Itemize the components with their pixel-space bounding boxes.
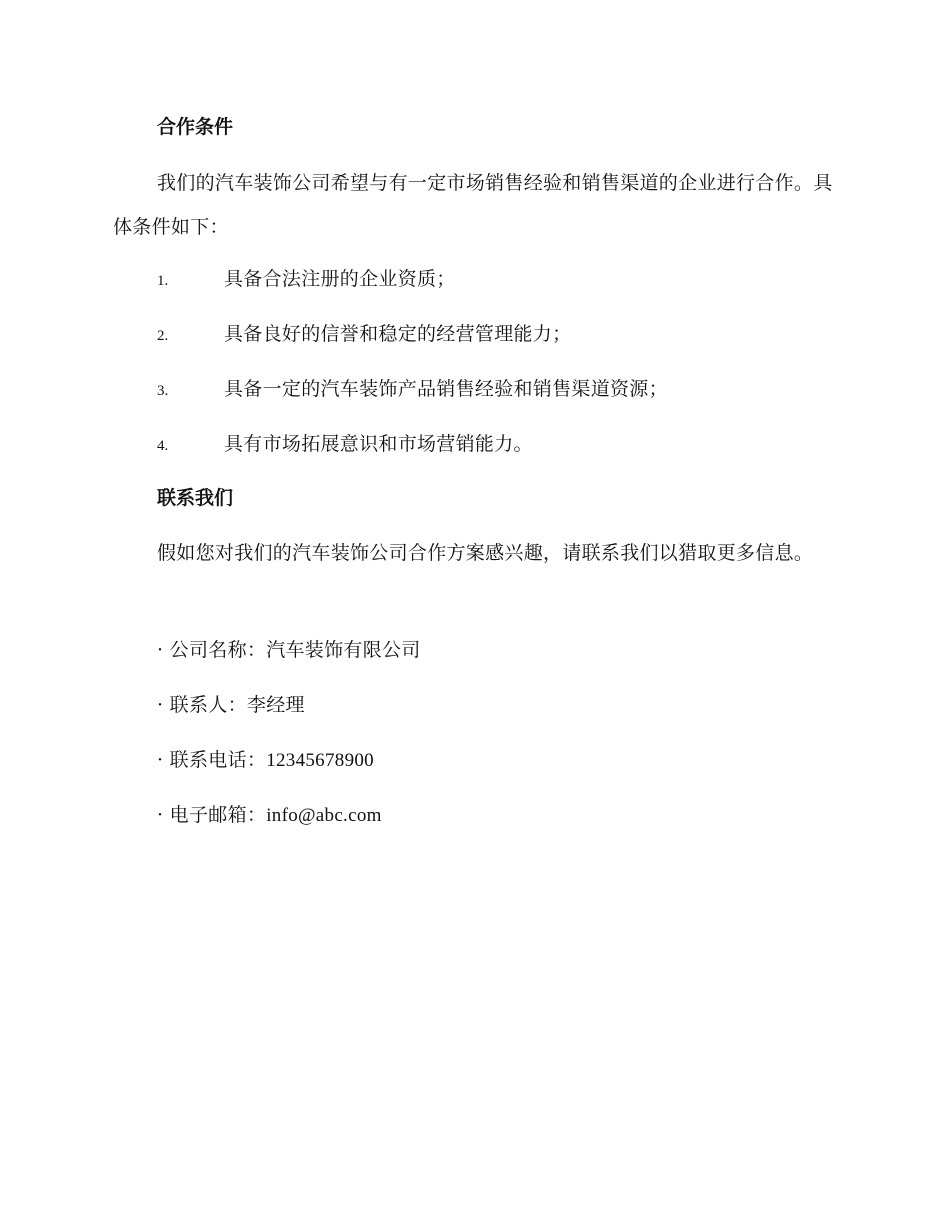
- contact-label: · 电子邮箱：: [157, 804, 267, 826]
- contact-label: · 公司名称：: [157, 639, 267, 661]
- contact-intro-paragraph: 假如您对我们的汽车装饰公司合作方案感兴趣，请联系我们以猎取更多信息。: [157, 542, 814, 564]
- cooperation-intro-paragraph: 我们的汽车装饰公司希望与有一定市场销售经验和销售渠道的企业进行合作。具体条件如下：: [113, 172, 833, 238]
- list-item-text: 具备合法注册的企业资质；: [224, 268, 456, 290]
- list-item-number: 3.: [157, 383, 169, 399]
- list-item-text: 具有市场拓展意识和市场营销能力。: [224, 433, 533, 455]
- contact-phone: [157, 748, 374, 773]
- contact-value: 汽车装饰有限公司: [266, 640, 421, 661]
- section-heading-cooperation: 合作条件: [157, 116, 234, 138]
- contact-person: [157, 693, 305, 718]
- list-item-text: 具备一定的汽车装饰产品销售经验和销售渠道资源；: [224, 378, 668, 400]
- contact-label: · 联系电话：: [157, 749, 267, 771]
- list-item-number: 2.: [157, 328, 169, 344]
- contact-value: 12345678900: [266, 750, 374, 771]
- section-heading-contact: 联系我们: [157, 487, 234, 509]
- contact-value: info@abc.com: [266, 805, 382, 826]
- list-item-number: 1.: [157, 273, 169, 289]
- contact-company-name: [157, 638, 421, 663]
- list-item-text: 具备良好的信誉和稳定的经营管理能力；: [224, 323, 572, 345]
- contact-value: 李经理: [246, 695, 305, 716]
- list-item-number: 4.: [157, 438, 169, 454]
- contact-label: · 联系人：: [157, 694, 247, 716]
- contact-email: [157, 803, 382, 828]
